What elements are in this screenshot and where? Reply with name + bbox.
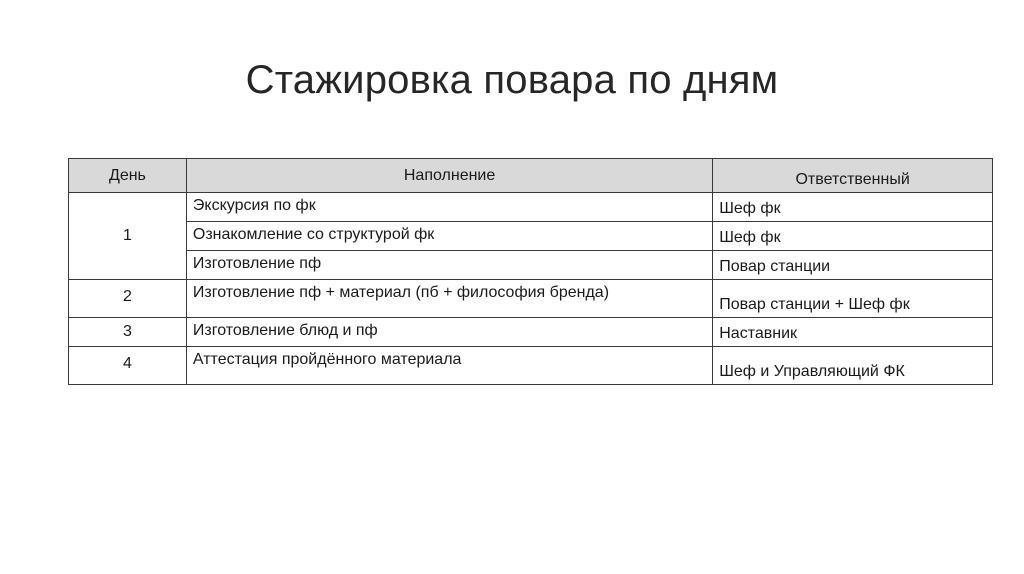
content-cell: Изготовление пф + материал (пб + философия бренда) (186, 280, 712, 318)
content-cell: Изготовление пф (186, 251, 712, 280)
day-cell: 3 (69, 318, 187, 347)
responsible-cell: Шеф фк (713, 193, 993, 222)
content-cell: Экскурсия по фк (186, 193, 712, 222)
page-title: Стажировка повара по дням (245, 58, 779, 102)
responsible-cell: Повар станции (713, 251, 993, 280)
header-content: Наполнение (186, 159, 712, 193)
table-row (69, 222, 993, 251)
header-responsible: Ответственный (713, 159, 993, 193)
day-cell: 4 (69, 347, 187, 385)
table-row (69, 251, 993, 280)
responsible-cell: Наставник (713, 318, 993, 347)
table-row (69, 280, 993, 318)
schedule-table (68, 158, 993, 385)
content-cell: Аттестация пройдённого материала (186, 347, 712, 385)
responsible-cell: Повар станции + Шеф фк (713, 280, 993, 318)
responsible-cell: Шеф фк (713, 222, 993, 251)
header-day: День (69, 159, 187, 193)
day-cell: 2 (69, 280, 187, 318)
responsible-cell: Шеф и Управляющий ФК (713, 347, 993, 385)
table-header-row (69, 159, 993, 193)
content-cell: Изготовление блюд и пф (186, 318, 712, 347)
table-row (69, 193, 993, 222)
day-cell: 1 (69, 193, 187, 280)
table-row (69, 347, 993, 385)
content-cell: Ознакомление со структурой фк (186, 222, 712, 251)
table-row (69, 318, 993, 347)
